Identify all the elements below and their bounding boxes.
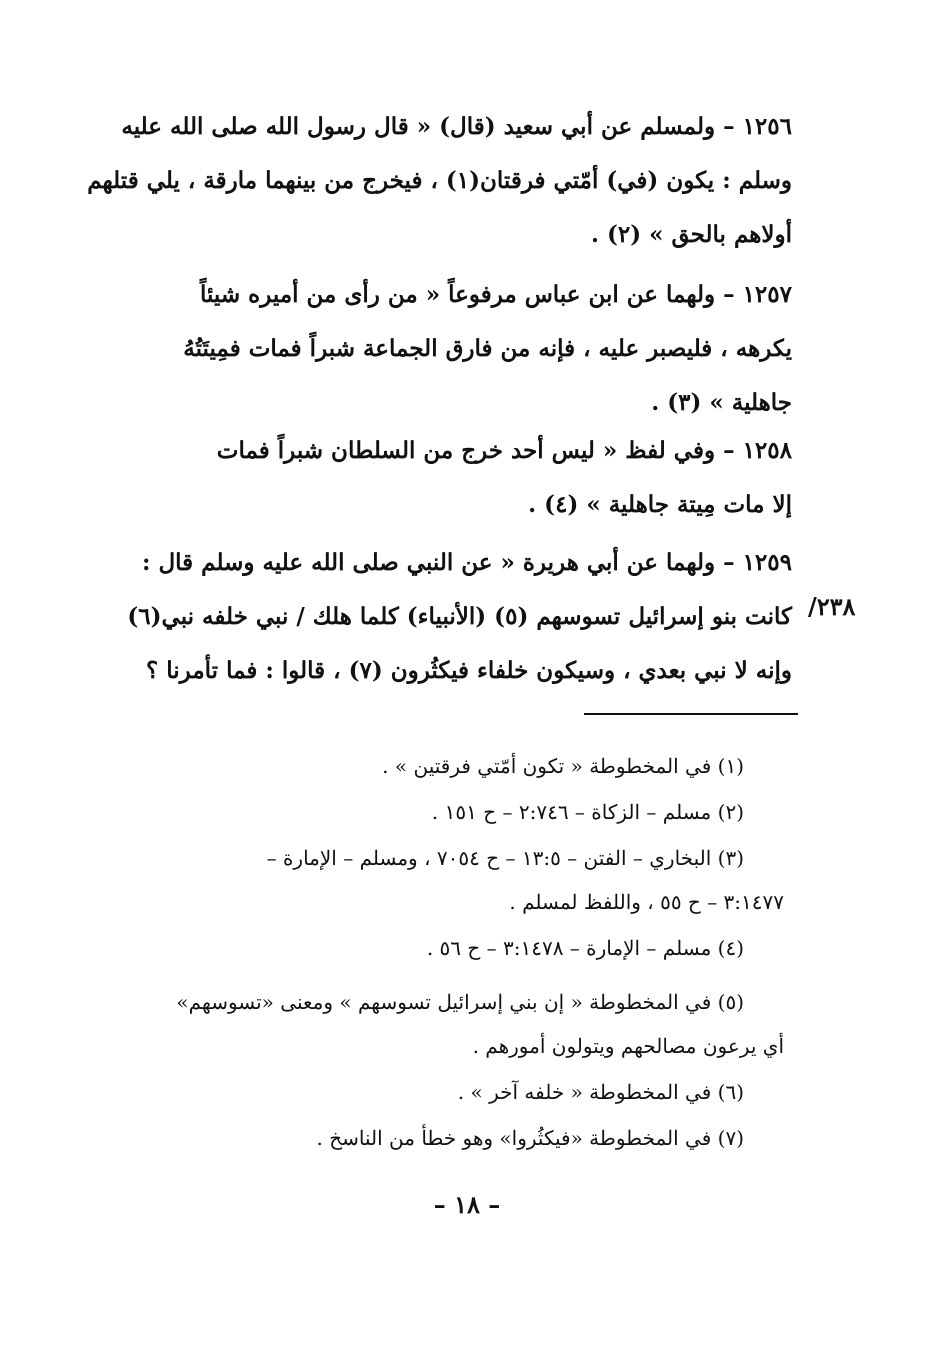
footnote-6: (٦) في المخطوطة « خلفه آخر » . — [457, 1080, 744, 1104]
hadith-1256 — [87, 100, 792, 262]
footnote-3-line-2: ٣:١٤٧٧ – ح ٥٥ ، واللفظ لمسلم . — [509, 890, 784, 914]
hadith-1259-line-2: كانت بنو إسرائيل تسوسهم (٥) (الأنبياء) كلما هلك / نبي خلفه نبي(٦) — [127, 603, 792, 630]
footnote-2: (٢) مسلم – الزكاة – ٢:٧٤٦ – ح ١٥١ . — [431, 800, 744, 824]
footnote-separator — [584, 713, 798, 715]
hadith-1258-line-2: إلا مات مِيتة جاهلية » (٤) . — [528, 491, 792, 518]
manuscript-folio-marker: ٢٣٨/ — [808, 592, 856, 621]
footnote-1: (١) في المخطوطة « تكون أمّتي فرقتين » . — [382, 754, 744, 778]
hadith-1259-line-3: وإنه لا نبي بعدي ، وسيكون خلفاء فيكثُرون (٧) ، قالوا : فما تأمرنا ؟ — [146, 657, 792, 684]
hadith-1259-line-1: ١٢٥٩ – ولهما عن أبي هريرة « عن النبي صلى الله عليه وسلم قال : — [141, 549, 792, 576]
hadith-1257-line-1: ١٢٥٧ – ولهما عن ابن عباس مرفوعاً « من رأى من أميره شيئاً — [199, 281, 792, 308]
footnote-5-line-1: (٥) في المخطوطة « إن بني إسرائيل تسوسهم » ومعنى «تسوسهم» — [176, 990, 744, 1014]
footnote-3-line-1: (٣) البخاري – الفتن – ١٣:٥ – ح ٧٠٥٤ ، ومسلم – الإمارة – — [266, 846, 744, 870]
hadith-1256-line-1: ١٢٥٦ – ولمسلم عن أبي سعيد (قال) « قال رسول الله صلى الله عليه — [121, 113, 792, 140]
footnote-4: (٤) مسلم – الإمارة – ٣:١٤٧٨ – ح ٥٦ . — [426, 936, 744, 960]
hadith-1257 — [136, 268, 792, 430]
hadith-1256-line-2: وسلم : يكون (في) أمّتي فرقتان(١) ، فيخرج من بينهما مارقة ، يلي قتلهم — [87, 167, 792, 194]
hadith-1258 — [136, 424, 792, 532]
hadith-1259 — [127, 536, 792, 698]
hadith-1258-line-1: ١٢٥٨ – وفي لفظ « ليس أحد خرج من السلطان شبراً فمات — [216, 437, 792, 464]
footnote-7: (٧) في المخطوطة «فيكثُروا» وهو خطأ من الناسخ . — [316, 1126, 744, 1150]
hadith-1256-line-3: أولاهم بالحق » (٢) . — [590, 221, 792, 248]
hadith-1257-line-2: يكرهه ، فليصبر عليه ، فإنه من فارق الجماعة شبراً فمات فمِيتَتُهُ — [183, 335, 792, 362]
footnote-5-line-2: أي يرعون مصالحهم ويتولون أمورهم . — [472, 1034, 784, 1058]
page-number: – ١٨ – — [433, 1190, 501, 1219]
hadith-1257-line-3: جاهلية » (٣) . — [651, 389, 792, 416]
